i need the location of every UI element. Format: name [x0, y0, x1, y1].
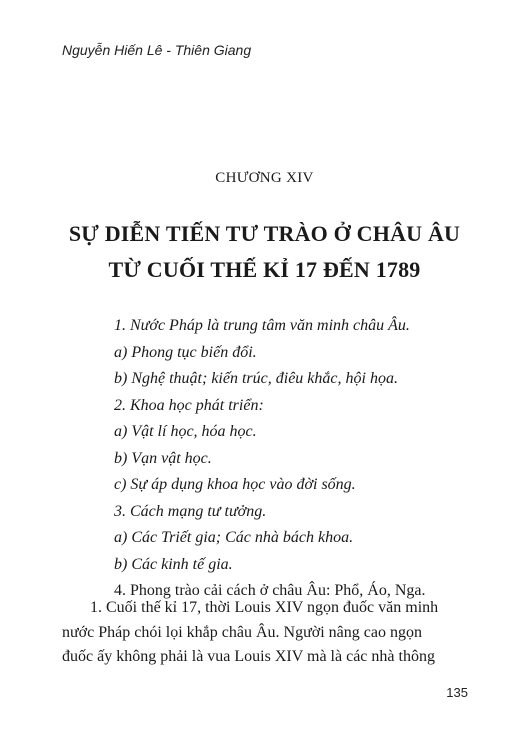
outline-item: 3. Cách mạng tư tưởng. [114, 502, 267, 520]
outline-item: 4. Phong trào cải cách ở châu Âu: Phổ, Áo, Nga. [114, 582, 426, 599]
chapter-label: CHƯƠNG XIV [215, 170, 314, 186]
outline-item: b) Các kinh tế gia. [114, 555, 233, 573]
outline-item: a) Các Triết gia; Các nhà bách khoa. [114, 529, 354, 546]
chapter-title-line: SỰ DIỄN TIẾN TƯ TRÀO Ở CHÂU ÂU [68, 221, 461, 246]
outline-item: 2. Khoa học phát triển: [114, 396, 264, 414]
chapter-title-line: TỪ CUỐI THẾ KỈ 17 ĐẾN 1789 [108, 257, 421, 282]
outline-item: a) Phong tục biến đổi. [114, 343, 257, 361]
outline-item: c) Sự áp dụng khoa học vào đời sống. [114, 476, 356, 493]
body-line: đuốc ấy không phải là vua Louis XIV mà là các nhà thông [62, 648, 435, 665]
outline-item: b) Vạn vật học. [114, 449, 212, 467]
chapter-outline [114, 313, 514, 605]
running-head: Nguyễn Hiến Lê - Thiên Giang [62, 42, 252, 58]
chapter-title [0, 216, 529, 288]
outline-item: a) Vật lí học, hóa học. [114, 423, 257, 440]
body-line: 1. Cuối thế kỉ 17, thời Louis XIV ngọn đuốc văn minh [90, 599, 439, 616]
outline-item: 1. Nước Pháp là trung tâm văn minh châu Âu. [114, 317, 410, 334]
body-paragraph [62, 596, 468, 670]
page-number: 135 [446, 685, 468, 700]
outline-item: b) Nghệ thuật; kiến trúc, điêu khắc, hội họa. [114, 370, 398, 387]
body-line: nước Pháp chói lọi khắp châu Âu. Người nâng cao ngọn [62, 623, 422, 641]
